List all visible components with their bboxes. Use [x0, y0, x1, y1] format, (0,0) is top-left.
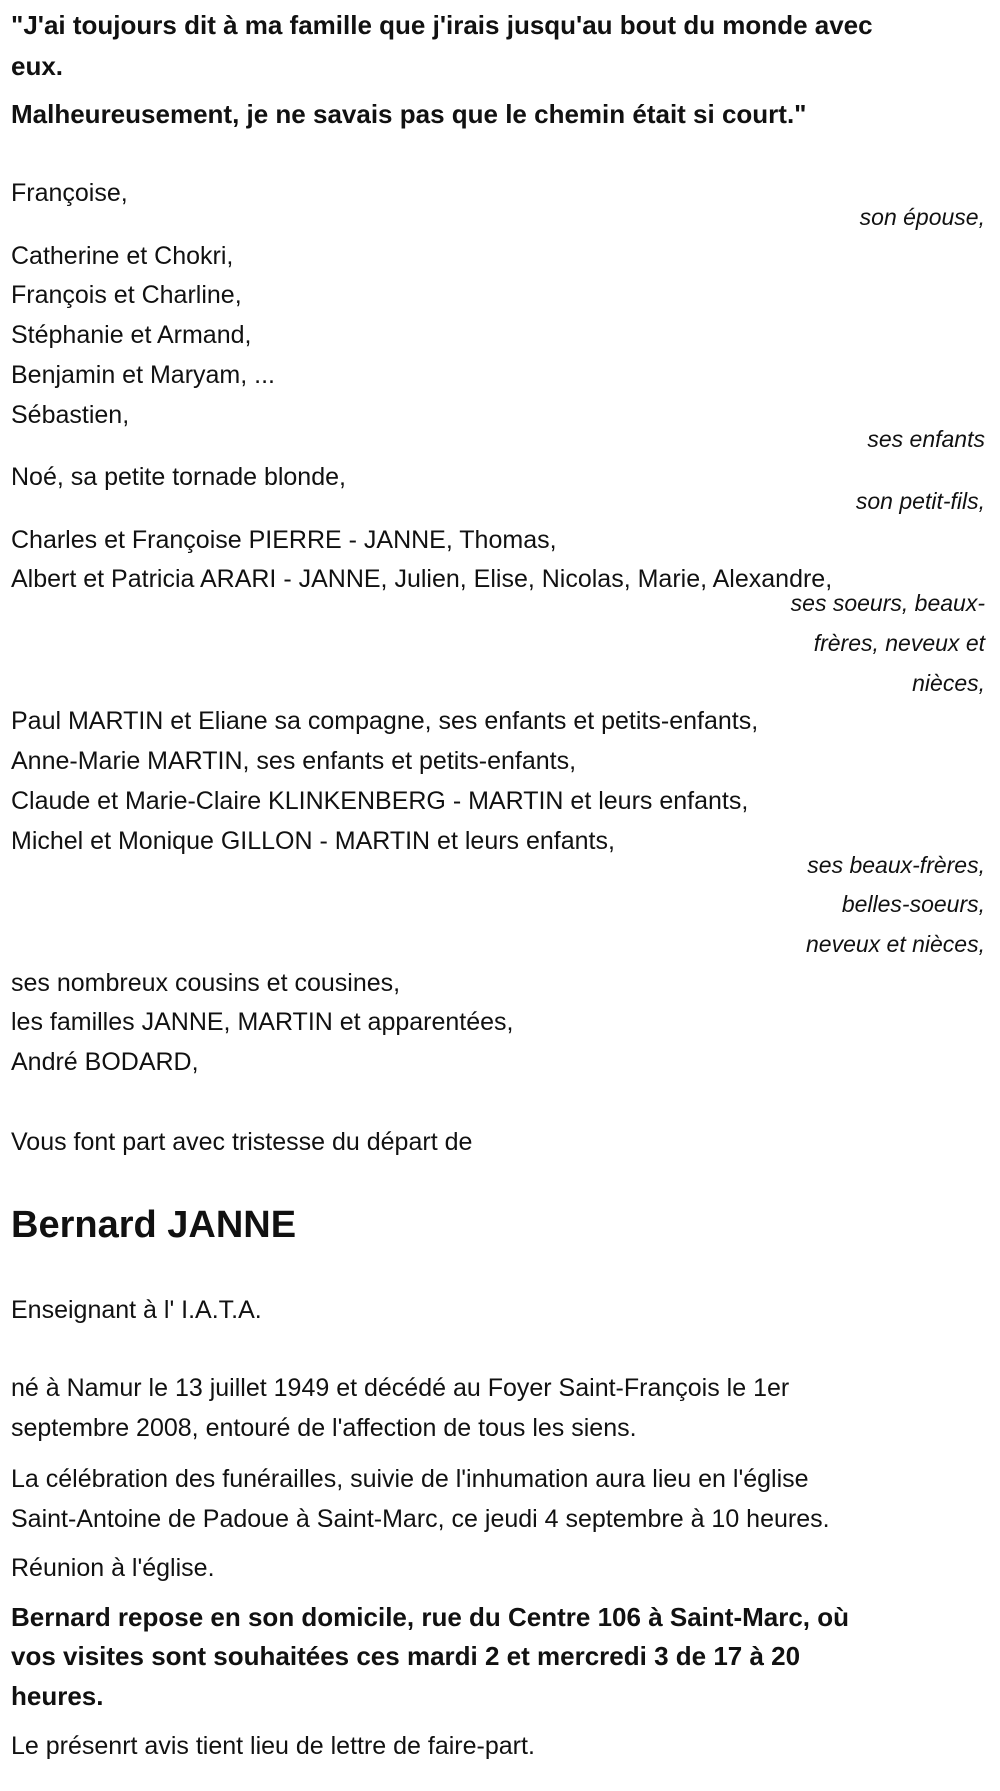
quote-line: eux.: [11, 51, 64, 81]
announcement: Vous font part avec tristesse du départ de: [11, 1128, 473, 1156]
quote-line: Malheureusement, je ne savais pas que le chemin était si court.": [11, 99, 807, 129]
inlaw: Paul MARTIN et Eliane sa compagne, ses enfants et petits-enfants,: [11, 707, 759, 735]
inlaw: Anne-Marie MARTIN, ses enfants et petits-enfants,: [11, 747, 577, 775]
inlaws-role: neveux et nièces,: [805, 931, 985, 957]
visits-line: heures.: [11, 1681, 104, 1711]
sibling: Albert et Patricia ARARI - JANNE, Julien, Elise, Nicolas, Marie, Alexandre,: [11, 565, 833, 593]
child: Stéphanie et Armand,: [11, 321, 252, 349]
child: Sébastien,: [11, 401, 130, 429]
inlaw: Michel et Monique GILLON - MARTIN et leurs enfants,: [11, 827, 615, 855]
child: Benjamin et Maryam, ...: [11, 361, 275, 389]
visits-line: vos visites sont souhaitées ces mardi 2 et mercredi 3 de 17 à 20: [11, 1641, 801, 1671]
other-relative: ses nombreux cousins et cousines,: [11, 969, 401, 997]
siblings-role: frères, neveux et: [813, 630, 985, 656]
detail-line: septembre 2008, entouré de l'affection de tous les siens.: [11, 1414, 637, 1442]
children-role: ses enfants: [867, 426, 985, 452]
grandchild: Noé, sa petite tornade blonde,: [11, 463, 346, 491]
inlaw: Claude et Marie-Claire KLINKENBERG - MARTIN et leurs enfants,: [11, 787, 749, 815]
quote-line: "J'ai toujours dit à ma famille que j'irais jusqu'au bout du monde avec: [11, 10, 873, 40]
siblings-role: nièces,: [912, 670, 985, 696]
detail-line: né à Namur le 13 juillet 1949 et décédé au Foyer Saint-François le 1er: [11, 1374, 790, 1402]
occupation: Enseignant à l' I.A.T.A.: [11, 1296, 262, 1324]
detail-line: Réunion à l'église.: [11, 1554, 215, 1582]
closing-note: Le présenrt avis tient lieu de lettre de faire-part.: [11, 1732, 535, 1760]
inlaws-role: belles-soeurs,: [841, 891, 985, 917]
other-relative: André BODARD,: [11, 1048, 199, 1076]
sibling: Charles et Françoise PIERRE - JANNE, Thomas,: [11, 526, 557, 554]
inlaws-role: ses beaux-frères,: [807, 852, 985, 878]
siblings-role: ses soeurs, beaux-: [790, 590, 985, 616]
deceased-name: Bernard JANNE: [11, 1204, 297, 1246]
spouse: Françoise,: [11, 179, 128, 207]
other-relative: les familles JANNE, MARTIN et apparentées,: [11, 1008, 514, 1036]
spouse-role: son épouse,: [859, 204, 985, 230]
child: François et Charline,: [11, 281, 242, 309]
grandchild-role: son petit-fils,: [855, 488, 985, 514]
child: Catherine et Chokri,: [11, 242, 234, 270]
detail-line: Saint-Antoine de Padoue à Saint-Marc, ce jeudi 4 septembre à 10 heures.: [11, 1505, 830, 1533]
visits-line: Bernard repose en son domicile, rue du Centre 106 à Saint-Marc, où: [11, 1602, 850, 1632]
detail-line: La célébration des funérailles, suivie de l'inhumation aura lieu en l'église: [11, 1465, 809, 1493]
